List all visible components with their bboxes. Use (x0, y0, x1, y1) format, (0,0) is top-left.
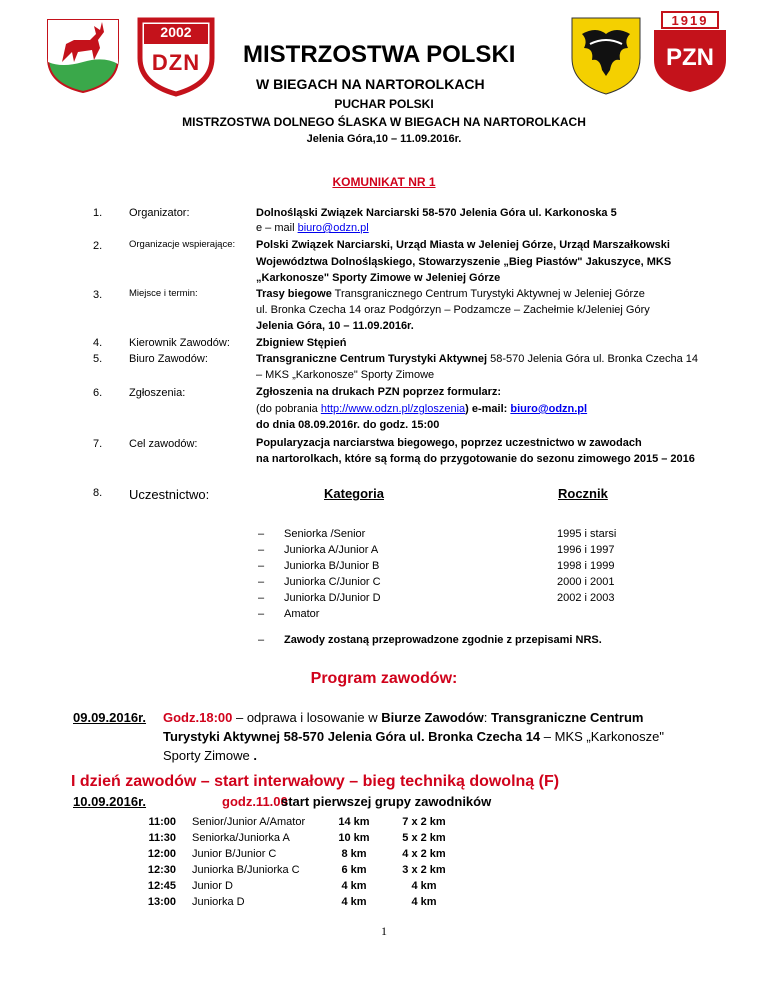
item-value-2c: „Karkonosze" Sporty Zimowe w Jeleniej Górze (256, 272, 501, 284)
item-label-5: Biuro Zawodów: (129, 353, 208, 365)
day1-schedule (120, 814, 468, 910)
category-row: – Seniorka /Senior (258, 528, 366, 540)
item-value-1a: Dolnośląski Związek Narciarski 58-570 Jelenia Góra ul. Karkonoska 5 (256, 207, 617, 219)
schedule-row: 12:45 Junior D 4 km 4 km (147, 880, 437, 892)
item-value-5a: Transgraniczne Centrum Turystyki Aktywnej 58-570 Jelenia Góra ul. Bronka Czecha 14 (256, 353, 699, 365)
day1-date: 10.09.2016r. (73, 794, 147, 809)
program-text-2: Turystyki Aktywnej 58-570 Jelenia Góra ul. Bronka Czecha 14 – MKS „Karkonosze" (163, 729, 665, 744)
rocznik-header: Rocznik (558, 486, 608, 501)
rocznik-value: 1995 i starsi (557, 528, 617, 540)
item-value-2b: Województwa Dolnośląskiego, Stowarzyszenie „Bieg Piastów" Jakuszyce, MKS (256, 256, 672, 268)
header-line-date: Jelenia Góra,10 – 11.09.2016r. (306, 133, 462, 145)
page-title: MISTRZOSTWA POLSKI (243, 41, 516, 68)
item-number-5: 5. (93, 353, 103, 365)
schedule-row: 11:00 Senior/Junior A/Amator 14 km 7 x 2 km (148, 816, 446, 828)
item-number-3: 3. (93, 289, 103, 301)
header-line-mistrzostwa-ds: MISTRZOSTWA DOLNEGO ŚLASKA W BIEGACH NA NARTOROLKACH (182, 115, 586, 129)
item-label-2: Organizacje wspierające: (129, 239, 236, 250)
rocznik-value: 2000 i 2001 (557, 576, 615, 588)
item-label-7: Cel zawodów: (129, 438, 198, 450)
item-number-4: 4. (93, 337, 103, 349)
item-value-3c: Jelenia Góra, 10 – 11.09.2016r. (256, 320, 414, 332)
header-line-puchar: PUCHAR POLSKI (334, 97, 434, 111)
item-value-6b: (do pobrania http://www.odzn.pl/zgloszenia) e-mail: biuro@odzn.pl (256, 403, 588, 415)
program-text-1: Godz.18:00 – odprawa i losowanie w Biurze Zawodów: Transgraniczne Centrum (163, 710, 644, 725)
item-value-2a: Polski Związek Narciarski, Urząd Miasta w Jeleniej Górze, Urząd Marszałkowski (256, 239, 670, 251)
komunikat-title: KOMUNIKAT NR 1 (332, 175, 436, 189)
category-row: – Juniorka B/Junior B (258, 560, 380, 572)
category-row: – Amator (258, 608, 320, 620)
schedule-row: 12:00 Junior B/Junior C 8 km 4 x 2 km (147, 848, 446, 860)
program-title: Program zawodów: (310, 670, 458, 687)
item-value-5b: – MKS „Karkonosze" Sporty Zimowe (256, 369, 435, 381)
page-number: 1 (381, 924, 387, 938)
rocznik-value: 1996 i 1997 (557, 544, 615, 556)
item-label-4: Kierownik Zawodów: (129, 337, 230, 349)
rocznik-list (557, 526, 616, 606)
item-number-8: 8. (93, 487, 103, 499)
pzn-logo-year: 1919 (671, 13, 709, 28)
item-value-3b: ul. Bronka Czecha 14 oraz Podgórzyn – Podzamcze – Zachełmie k/Jeleniej Góry (256, 304, 650, 316)
rocznik-value: 1998 i 1999 (557, 560, 615, 572)
day1-description: start pierwszej grupy zawodników (281, 794, 492, 809)
schedule-row: 11:30 Seniorka/Juniorka A 10 km 5 x 2 km (148, 832, 446, 844)
dzn-logo-year: 2002 (160, 24, 192, 40)
pzn-logo-text: PZN (666, 44, 714, 71)
item-value-7a: Popularyzacja narciarstwa biegowego, poprzez uczestnictwo w zawodach (256, 437, 642, 449)
page-subtitle: W BIEGACH NA NARTOROLKACH (256, 76, 485, 92)
email-link-2[interactable]: biuro@odzn.pl (510, 403, 588, 415)
rocznik-value: 2002 i 2003 (557, 592, 615, 604)
jelenia-gora-deer-logo (44, 14, 122, 94)
item-value-3a: Trasy biegowe Transgranicznego Centrum Turystyki Aktywnej w Jeleniej Górze (256, 288, 645, 300)
kategoria-header: Kategoria (324, 486, 384, 501)
day1-title: I dzień zawodów – start interwałowy – bieg techniką dowolną (F) (71, 773, 560, 790)
schedule-row: 13:00 Juniorka D 4 km 4 km (147, 896, 437, 908)
dzn-logo-text: DZN (151, 50, 201, 75)
category-row: – Juniorka D/Junior D (258, 592, 381, 604)
item-label-1: Organizator: (129, 207, 190, 219)
category-row: – Juniorka A/Junior A (258, 544, 379, 556)
item-label-3: Miejsce i termin: (129, 288, 198, 299)
item-value-7b: na nartorolkach, które są formą do przygotowanie do sezonu zimowego 2015 – 2016 (256, 453, 695, 465)
category-row: – Juniorka C/Junior C (258, 576, 381, 588)
item-label-8: Uczestnictwo: (129, 487, 210, 502)
item-value-6c: do dnia 08.09.2016r. do godz. 15:00 (256, 419, 440, 431)
program-date-1: 09.09.2016r. (73, 710, 147, 725)
zgloszenia-link[interactable]: http://www.odzn.pl/zgloszenia (320, 403, 466, 415)
email-link-1[interactable]: biuro@odzn.pl (297, 222, 369, 234)
rules-note: – Zawody zostaną przeprowadzone zgodnie z przepisami NRS. (258, 634, 602, 646)
day1-time: godz.11.00 (222, 794, 288, 809)
item-value-1b: e – mail biuro@odzn.pl (256, 222, 369, 234)
item-number-2: 2. (93, 240, 103, 252)
item-number-6: 6. (93, 387, 103, 399)
item-value-6a: Zgłoszenia na drukach PZN poprzez formularz: (256, 386, 502, 398)
schedule-row: 12:30 Juniorka B/Juniorka C 6 km 3 x 2 km (147, 864, 446, 876)
item-number-1: 1. (93, 207, 103, 219)
category-list (258, 526, 381, 622)
item-label-6: Zgłoszenia: (129, 387, 186, 399)
program-text-3: Sporty Zimowe . (163, 748, 257, 763)
item-number-7: 7. (93, 438, 103, 450)
item-value-4: Zbigniew Stępień (256, 337, 347, 349)
dolnoslaskie-eagle-logo (568, 14, 644, 96)
